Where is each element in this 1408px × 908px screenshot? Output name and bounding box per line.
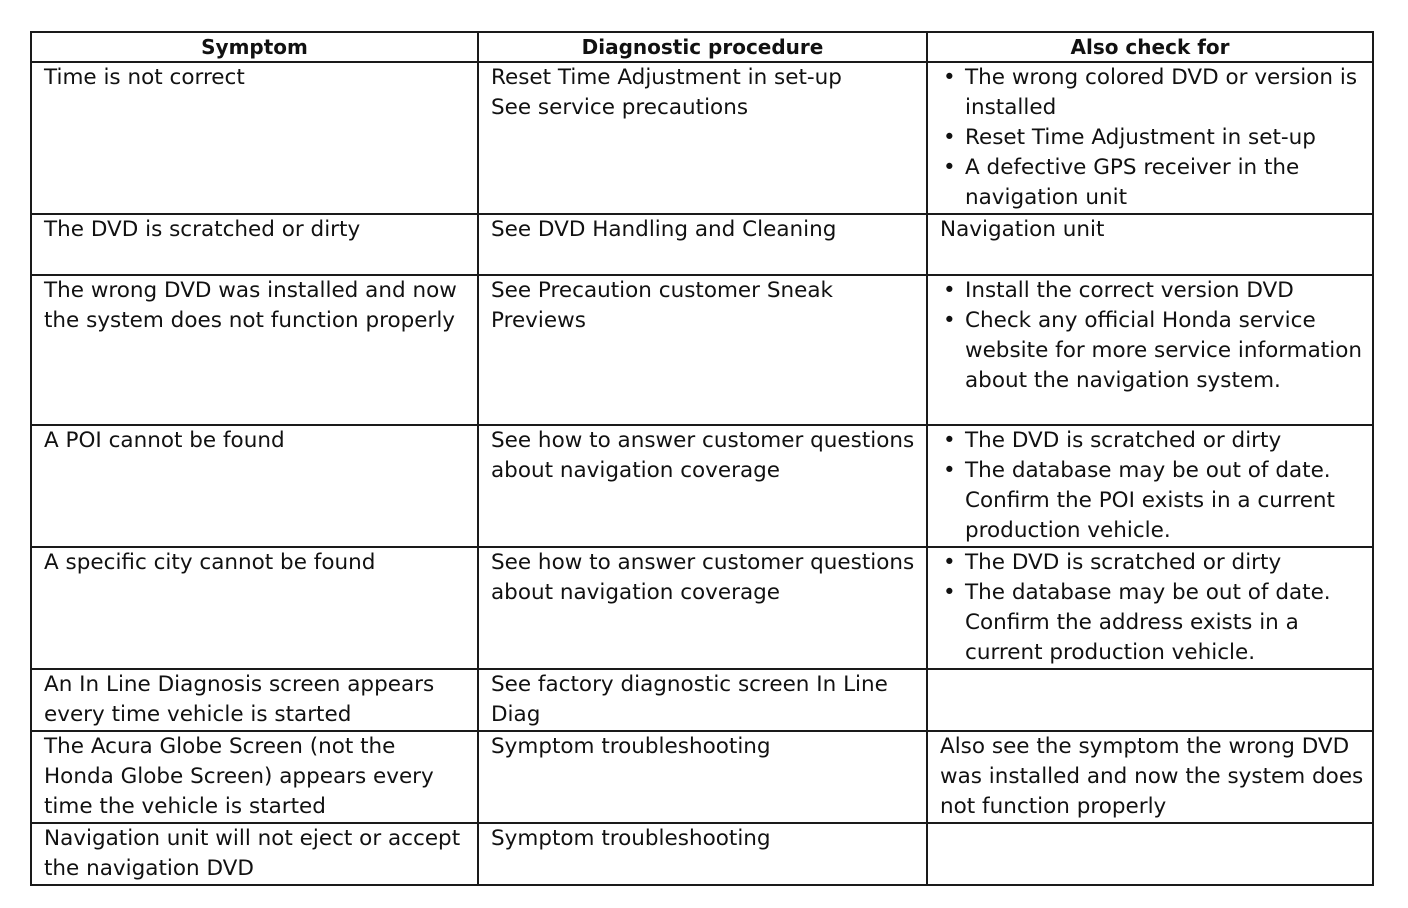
symptom-text: The Acura Globe Screen (not the Honda Globe Screen) appears every time the vehicle is started <box>44 734 434 819</box>
symptom-cell <box>31 547 478 669</box>
also-check-list <box>940 426 1364 546</box>
also-check-item-text: Reset Time Adjustment in set-up <box>965 125 1316 150</box>
table-row <box>31 669 1373 731</box>
procedure-text: See Precaution customer Sneak Previews <box>491 278 833 333</box>
symptom-cell <box>31 275 478 425</box>
procedure-text: See factory diagnostic screen In Line Diag <box>491 672 888 727</box>
procedure-text: See how to answer customer questions about navigation coverage <box>491 428 915 483</box>
troubleshooting-table-container <box>30 31 1372 886</box>
symptom-text: Navigation unit will not eject or accept the navigation DVD <box>44 826 461 881</box>
symptom-cell <box>31 62 478 214</box>
also-check-item <box>940 548 1364 578</box>
procedure-text: See service precautions <box>491 95 749 120</box>
also-check-cell <box>927 823 1373 885</box>
procedure-cell <box>478 425 927 547</box>
also-check-item-text: Check any official Honda service website for more service information about the navigation system. <box>965 308 1362 393</box>
also-check-list <box>940 63 1364 213</box>
also-check-item <box>940 426 1364 456</box>
procedure-text: Symptom troubleshooting <box>491 734 771 759</box>
also-check-item <box>940 153 1364 213</box>
also-check-item-text: The DVD is scratched or dirty <box>965 428 1282 453</box>
procedure-text: Symptom troubleshooting <box>491 826 771 851</box>
procedure-text: See how to answer customer questions about navigation coverage <box>491 550 915 605</box>
symptom-text: A POI cannot be found <box>44 428 285 453</box>
also-check-item <box>940 63 1364 123</box>
symptom-text: The wrong DVD was installed and now the system does not function properly <box>44 278 457 333</box>
table-row <box>31 823 1373 885</box>
header-also-check-for: Also check for <box>927 32 1373 62</box>
procedure-cell <box>478 669 927 731</box>
also-check-text: Also see the symptom the wrong DVD was installed and now the system does not function properly <box>940 734 1364 819</box>
table-body <box>31 62 1373 885</box>
procedure-cell <box>478 275 927 425</box>
symptom-cell <box>31 823 478 885</box>
also-check-item-text: The DVD is scratched or dirty <box>965 550 1282 575</box>
troubleshooting-table <box>30 31 1374 886</box>
also-check-item <box>940 456 1364 546</box>
also-check-cell <box>927 731 1373 823</box>
symptom-cell <box>31 214 478 275</box>
also-check-cell <box>927 669 1373 731</box>
symptom-cell <box>31 669 478 731</box>
bullet-icon: • <box>943 278 956 303</box>
header-diagnostic-procedure: Diagnostic procedure <box>478 32 927 62</box>
procedure-cell <box>478 62 927 214</box>
also-check-item <box>940 306 1364 396</box>
table-row <box>31 547 1373 669</box>
procedure-text: See DVD Handling and Cleaning <box>491 217 837 242</box>
table-header-row <box>31 32 1373 62</box>
procedure-text: Reset Time Adjustment in set-up <box>491 65 842 90</box>
procedure-cell <box>478 214 927 275</box>
header-symptom: Symptom <box>31 32 478 62</box>
also-check-item-text: The wrong colored DVD or version is installed <box>965 65 1358 120</box>
also-check-cell <box>927 275 1373 425</box>
table-row <box>31 425 1373 547</box>
bullet-icon: • <box>943 155 956 180</box>
also-check-cell <box>927 547 1373 669</box>
symptom-cell <box>31 731 478 823</box>
symptom-text: A specific city cannot be found <box>44 550 376 575</box>
table-row <box>31 275 1373 425</box>
also-check-item-text: The database may be out of date. Confirm the address exists in a current production vehicle. <box>965 580 1331 665</box>
procedure-cell <box>478 823 927 885</box>
also-check-list <box>940 548 1364 668</box>
also-check-cell <box>927 62 1373 214</box>
also-check-item <box>940 578 1364 668</box>
symptom-cell <box>31 425 478 547</box>
also-check-list <box>940 276 1364 396</box>
symptom-text: The DVD is scratched or dirty <box>44 217 361 242</box>
bullet-icon: • <box>943 428 956 453</box>
bullet-icon: • <box>943 458 956 483</box>
also-check-cell <box>927 214 1373 275</box>
symptom-text: Time is not correct <box>44 65 245 90</box>
bullet-icon: • <box>943 308 956 333</box>
table-row <box>31 62 1373 214</box>
also-check-cell <box>927 425 1373 547</box>
also-check-text: Navigation unit <box>940 217 1105 242</box>
bullet-icon: • <box>943 580 956 605</box>
table-row <box>31 214 1373 275</box>
also-check-item <box>940 123 1364 153</box>
bullet-icon: • <box>943 65 956 90</box>
also-check-item-text: A defective GPS receiver in the navigation unit <box>965 155 1300 210</box>
procedure-cell <box>478 731 927 823</box>
bullet-icon: • <box>943 125 956 150</box>
also-check-item-text: Install the correct version DVD <box>965 278 1294 303</box>
also-check-item <box>940 276 1364 306</box>
table-row <box>31 731 1373 823</box>
bullet-icon: • <box>943 550 956 575</box>
procedure-cell <box>478 547 927 669</box>
also-check-item-text: The database may be out of date. Confirm the POI exists in a current production vehicle. <box>965 458 1335 543</box>
symptom-text: An In Line Diagnosis screen appears every time vehicle is started <box>44 672 435 727</box>
